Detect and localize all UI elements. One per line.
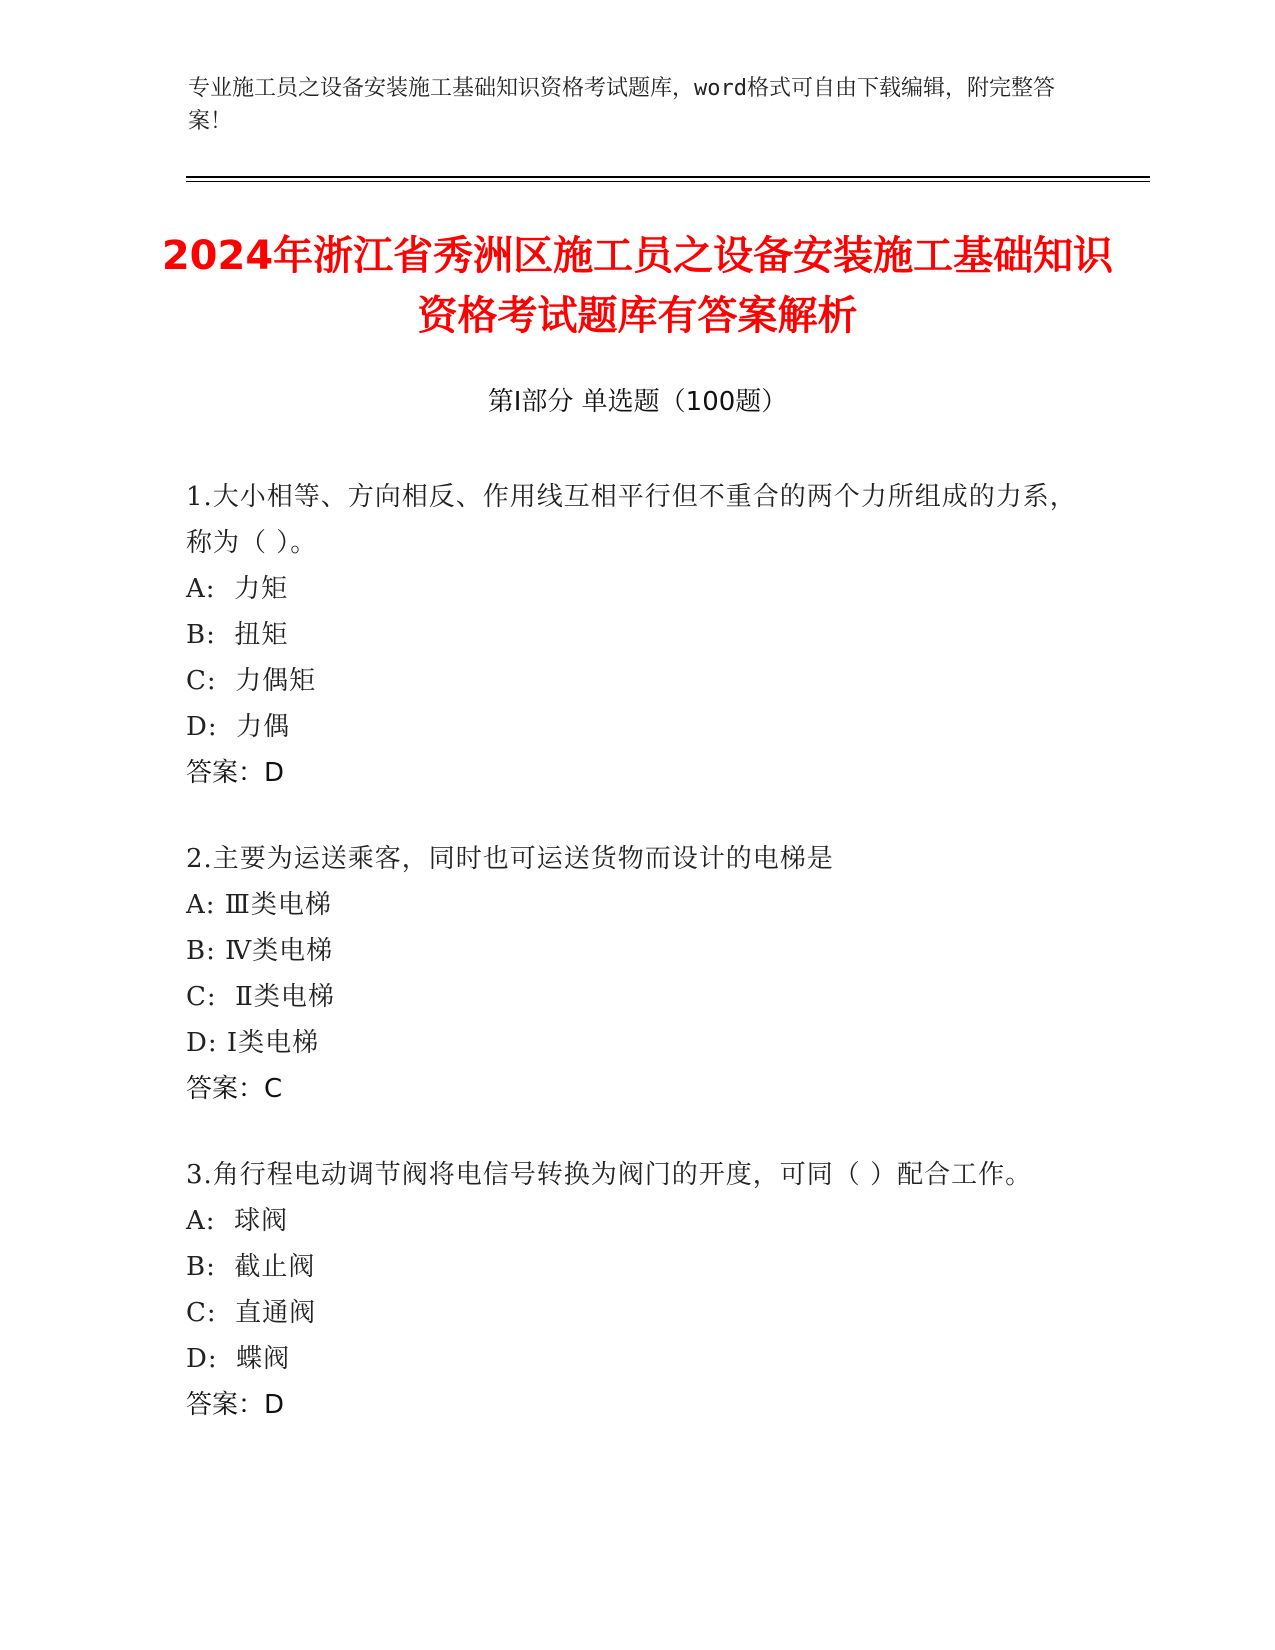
question-list xyxy=(186,474,1086,1468)
question-3 xyxy=(186,1152,1086,1428)
answer: 答案：C xyxy=(186,1074,283,1104)
header-note: 专业施工员之设备安装施工基础知识资格考试题库，word格式可自由下载编辑，附完整答案！ xyxy=(188,76,1055,134)
option-d: D: 蝶阀 xyxy=(186,1344,291,1374)
question-1 xyxy=(186,474,1086,796)
section-heading: 第Ⅰ部分 单选题（100题） xyxy=(487,387,788,417)
question-stem: 1.大小相等、方向相反、作用线互相平行但不重合的两个力所组成的力系，称为（ ）。 xyxy=(186,482,1077,558)
question-stem: 2.主要为运送乘客，同时也可运送货物而设计的电梯是 xyxy=(186,844,834,874)
option-c: C: 力偶矩 xyxy=(186,666,317,696)
option-c: C: 直通阀 xyxy=(186,1298,317,1328)
option-d: D: Ⅰ类电梯 xyxy=(186,1028,320,1058)
question-2 xyxy=(186,836,1086,1112)
document-title: 2024年浙江省秀洲区施工员之设备安装施工基础知识资格考试题库有答案解析 xyxy=(161,233,1114,339)
option-b: B: 扭矩 xyxy=(186,620,289,650)
option-b: B: 截止阀 xyxy=(186,1252,316,1282)
option-a: A: Ⅲ类电梯 xyxy=(186,890,332,920)
option-b: B: Ⅳ类电梯 xyxy=(186,936,334,966)
header-divider-thin xyxy=(186,181,1150,182)
question-stem: 3.角行程电动调节阀将电信号转换为阀门的开度，可同（ ）配合工作。 xyxy=(186,1160,1033,1190)
answer: 答案：D xyxy=(186,758,285,788)
option-c: C: Ⅱ类电梯 xyxy=(186,982,335,1012)
answer: 答案：D xyxy=(186,1390,285,1420)
option-d: D: 力偶 xyxy=(186,712,291,742)
option-a: A: 球阀 xyxy=(186,1206,289,1236)
option-a: A: 力矩 xyxy=(186,574,289,604)
header-divider-thick xyxy=(186,176,1150,178)
